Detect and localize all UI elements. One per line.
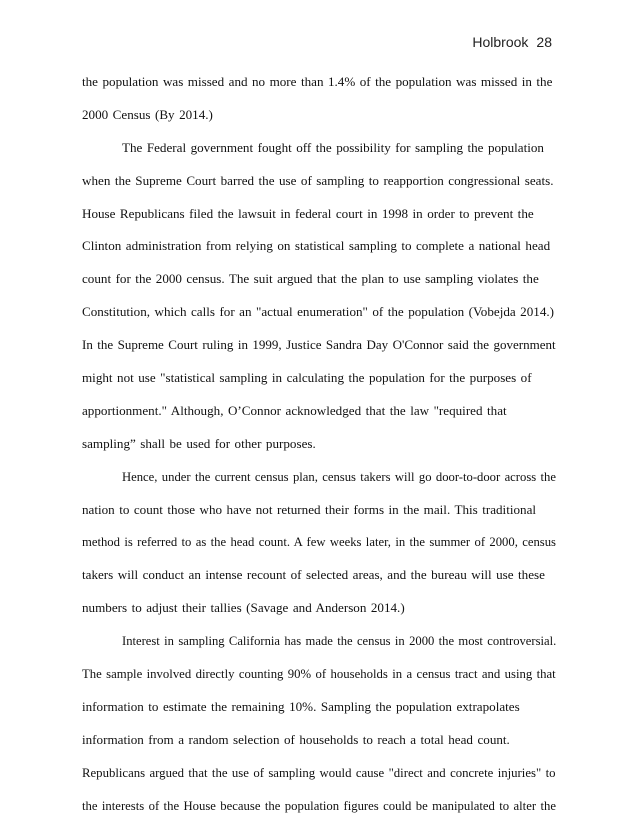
text-line: takers will conduct an intense recount of selected areas, and the bureau will use these [82, 567, 545, 583]
text-line: the interests of the House because the population figures could be manipulated to alter the [82, 798, 556, 813]
text-line: 2000 Census (By 2014.) [82, 106, 213, 122]
text-line: information from a random selection of households to reach a total head count. [82, 731, 510, 747]
body-text [82, 72, 558, 828]
page-number: 28 [536, 34, 552, 50]
paragraph-start-line: Interest in sampling California has made the census in 2000 the most controversial. [122, 634, 557, 649]
text-line: apportionment." Although, O’Connor acknowledged that the law "required that [82, 402, 507, 418]
text-line: Republicans argued that the use of sampling would cause "direct and concrete injuries" to [82, 765, 556, 780]
text-line: sampling” shall be used for other purposes. [82, 435, 316, 451]
text-line: In the Supreme Court ruling in 1999, Justice Sandra Day O'Connor said the government [82, 337, 556, 353]
text-line: when the Supreme Court barred the use of sampling to reapportion congressional seats. [82, 172, 554, 188]
text-line: numbers to adjust their tallies (Savage and Anderson 2014.) [82, 600, 405, 616]
running-header [472, 34, 552, 50]
text-line: method is referred to as the head count. A few weeks later, in the summer of 2000, census [82, 535, 556, 550]
text-line: information to estimate the remaining 10%. Sampling the population extrapolates [82, 698, 520, 714]
text-line: count for the 2000 census. The suit argued that the plan to use sampling violates the [82, 271, 539, 287]
paragraph-start-line: Hence, under the current census plan, census takers will go door-to-door across the [122, 469, 556, 484]
text-line: nation to count those who have not returned their forms in the mail. This traditional [82, 501, 537, 517]
text-line: House Republicans filed the lawsuit in federal court in 1998 in order to prevent the [82, 205, 534, 221]
text-line: might not use "statistical sampling in calculating the population for the purposes of [82, 370, 532, 386]
header-author: Holbrook [472, 34, 529, 50]
text-line: The sample involved directly counting 90% of households in a census tract and using that [82, 667, 556, 682]
text-line: Clinton administration from relying on statistical sampling to complete a national head [82, 238, 551, 254]
paragraph-start-line: The Federal government fought off the possibility for sampling the population [122, 139, 544, 155]
text-line: Constitution, which calls for an "actual enumeration" of the population (Vobejda 2014.) [82, 304, 555, 320]
text-line: the population was missed and no more than 1.4% of the population was missed in the [82, 74, 553, 89]
